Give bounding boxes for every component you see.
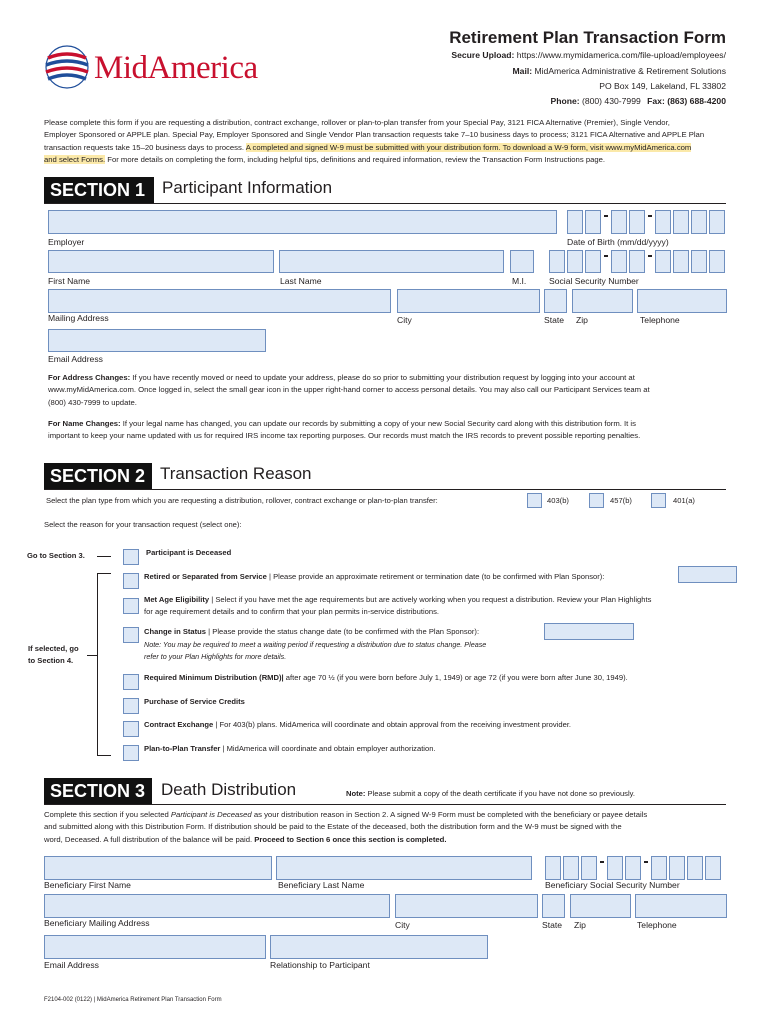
last-name-label: Last Name <box>280 276 322 286</box>
connector-line <box>87 655 97 656</box>
employer-label: Employer <box>48 237 85 247</box>
footer-text: F2104-002 (0122) | MidAmerica Retirement Plan Transaction Form <box>44 997 222 1003</box>
section-3-note: Note: Please submit a copy of the death certificate if you have not done so previously. <box>346 789 636 798</box>
reason-transfer-checkbox[interactable] <box>123 745 139 761</box>
beneficiary-state-field[interactable] <box>542 894 565 918</box>
mail-address: PO Box 149, Lakeland, FL 33802 <box>599 81 726 91</box>
reason-retired-label: Retired or Separated from Service | Please provide an approximate retirement or termination date (to be confirmed with Plan Sponsor): <box>144 572 605 581</box>
first-name-label: First Name <box>48 276 91 286</box>
mail-name: MidAmerica Administrative & Retirement Solutions <box>534 66 726 76</box>
secure-upload-line <box>451 50 726 60</box>
section-2-title: Transaction Reason <box>160 464 312 483</box>
ssn-digit-box[interactable] <box>655 250 671 273</box>
goto-section-3: Go to Section 3. <box>27 551 85 560</box>
beneficiary-first-name-label: Beneficiary First Name <box>44 880 131 890</box>
ssn-digit-box[interactable] <box>709 250 725 273</box>
dob-digit-box[interactable] <box>629 210 645 234</box>
section-3-paragraph: Complete this section if you selected Participant is Deceased as your distribution reason in Section 2. A signed W-9 Form must be completed with the beneficiary or payee details and submitted along with this Distribution Form. If distribution should be paid to the Estate of the deceased, both the distribution form and the W-9 must be signed with the word, Deceased. A full distribution of the balance will be paid. Proceed to Section 6 once this section is completed. <box>44 810 648 844</box>
fax-number: (863) 688-4200 <box>667 96 726 106</box>
reason-status-label: Change in Status | Please provide the status change date (to be confirmed with the Plan Sponsor): <box>144 627 480 636</box>
globe-icon <box>44 44 90 90</box>
beneficiary-ssn-digit-box[interactable] <box>545 856 561 880</box>
phone-line <box>550 96 726 106</box>
name-change-note: For Name Changes: If your legal name has changed, you can update our records by submitting a copy of your new Social Security card along with this distribution form. It is important to keep your name updated with us for required IRS income tax reporting purposes. Our records must match the IRS records to prevent possible reporting penalties. <box>48 419 641 441</box>
dob-digit-box[interactable] <box>611 210 627 234</box>
reason-transfer-label: Plan-to-Plan Transfer | MidAmerica will coordinate and obtain employer authorization. <box>144 744 436 753</box>
plan-403b-label: 403(b) <box>547 496 569 505</box>
beneficiary-address-field[interactable] <box>44 894 390 918</box>
reason-age-checkbox[interactable] <box>123 598 139 614</box>
email-label: Email Address <box>48 354 103 364</box>
ssn-label: Social Security Number <box>549 276 639 286</box>
mi-label: M.I. <box>512 276 527 286</box>
phone-number: (800) 430-7999 <box>581 96 641 106</box>
ssn-digit-box[interactable] <box>549 250 565 273</box>
reason-deceased-checkbox[interactable] <box>123 549 139 565</box>
relationship-label: Relationship to Participant <box>270 960 370 970</box>
reason-purchase-label: Purchase of Service Credits <box>144 697 245 706</box>
beneficiary-telephone-field[interactable] <box>635 894 727 918</box>
beneficiary-last-name-field[interactable] <box>276 856 532 880</box>
address-change-note: For Address Changes: If you have recently moved or need to update your address, please do so prior to submitting your distribution request by logging into your account at www.myMidAmerica.com. Once logged in, select the small gear icon in the upper right-hand corner to access personal details. You may also call our Participant Services team at (800) 430-7999 to update. <box>48 373 650 407</box>
fax-label: Fax: <box>647 96 665 106</box>
beneficiary-state-label: State <box>542 920 563 930</box>
beneficiary-ssn-digit-box[interactable] <box>705 856 721 880</box>
state-label: State <box>544 315 565 325</box>
telephone-label: Telephone <box>640 315 680 325</box>
ssn-digit-box[interactable] <box>611 250 627 273</box>
status-note: Note: You may be required to meet a waiting period if requesting a distribution due to status change. Please refer to your Plan Highlights for more details. <box>144 640 487 662</box>
reason-deceased-label: Participant is Deceased <box>146 548 232 557</box>
plan-401a-label: 401(a) <box>673 496 695 505</box>
dob-digit-box[interactable] <box>709 210 725 234</box>
middle-initial-field[interactable] <box>510 250 534 273</box>
section-3-title: Death Distribution <box>161 780 297 799</box>
beneficiary-address-label: Beneficiary Mailing Address <box>44 918 150 928</box>
divider <box>44 804 726 805</box>
mailing-address-label: Mailing Address <box>48 313 109 323</box>
city-label: City <box>397 315 412 325</box>
reason-exchange-checkbox[interactable] <box>123 721 139 737</box>
phone-label: Phone: <box>550 96 580 106</box>
reason-rmd-label: Required Minimum Distribution (RMD)| after age 70 ½ (if you were born before July 1, 1949) or age 72 (if you were born after June 30, 1949). <box>144 673 628 682</box>
plan-401a-checkbox[interactable] <box>651 493 666 508</box>
segment-separator <box>648 215 652 217</box>
section-2-badge: SECTION 2 <box>44 463 152 489</box>
dob-digit-box[interactable] <box>585 210 601 234</box>
reason-status-checkbox[interactable] <box>123 627 139 643</box>
state-field[interactable] <box>544 289 567 313</box>
upload-url[interactable]: https://www.mymidamerica.com/file-upload/employees/ <box>516 50 726 60</box>
beneficiary-ssn-digit-box[interactable] <box>607 856 623 880</box>
zip-label: Zip <box>576 315 588 325</box>
intro-line: Please complete this form if you are requesting a distribution, contract exchange, rollover or plan-to-plan transfer from your Special Pay, 3121 FICA Alternative (Premier), Single Vendor, <box>44 118 670 127</box>
plan-type-prompt: Select the plan type from which you are requesting a distribution, rollover, contract exchange or plan-to-plan transfer: <box>46 496 438 505</box>
section-1-title: Participant Information <box>162 178 333 197</box>
beneficiary-last-name-label: Beneficiary Last Name <box>278 880 365 890</box>
email-field[interactable] <box>48 329 266 352</box>
telephone-field[interactable] <box>637 289 727 313</box>
beneficiary-ssn-label: Beneficiary Social Security Number <box>545 880 680 890</box>
beneficiary-ssn-digit-box[interactable] <box>563 856 579 880</box>
bracket <box>97 573 111 756</box>
plan-403b-checkbox[interactable] <box>527 493 542 508</box>
w9-highlight: A completed and signed W-9 must be submitted with your distribution form. To download a W-9 form, visit www.myMidAmerica.com <box>245 142 692 152</box>
reason-prompt: Select the reason for your transaction request (select one): <box>44 520 242 529</box>
last-name-field[interactable] <box>279 250 504 273</box>
connector-line <box>97 556 111 557</box>
beneficiary-ssn-digit-box[interactable] <box>669 856 685 880</box>
first-name-field[interactable] <box>48 250 274 273</box>
logo-text: MidAmerica <box>94 50 258 86</box>
dob-digit-box[interactable] <box>673 210 689 234</box>
beneficiary-first-name-field[interactable] <box>44 856 272 880</box>
beneficiary-zip-label: Zip <box>574 920 586 930</box>
segment-separator <box>600 861 604 863</box>
beneficiary-email-field[interactable] <box>44 935 266 959</box>
ssn-digit-box[interactable] <box>691 250 707 273</box>
beneficiary-ssn-digit-box[interactable] <box>687 856 703 880</box>
divider <box>44 203 726 204</box>
beneficiary-ssn-digit-box[interactable] <box>581 856 597 880</box>
segment-separator <box>604 215 608 217</box>
reason-exchange-label: Contract Exchange | For 403(b) plans. MidAmerica will coordinate and obtain approval from the receiving investment provider. <box>144 720 572 729</box>
zip-field[interactable] <box>572 289 633 313</box>
mail-line <box>513 66 727 76</box>
w9-highlight: and select Forms. <box>44 155 106 165</box>
dob-label: Date of Birth (mm/dd/yyyy) <box>567 237 669 247</box>
beneficiary-city-label: City <box>395 920 410 930</box>
ssn-digit-box[interactable] <box>673 250 689 273</box>
employer-field[interactable] <box>48 210 557 234</box>
intro-line: Employer Sponsored or APPLE plan. Special Pay, Employer Sponsored and Single Vendor Plan transaction requests take 7–10 business days to process; 3121 FICA Alternative and APPLE Plan <box>44 130 705 140</box>
plan-457b-checkbox[interactable] <box>589 493 604 508</box>
ssn-digit-box[interactable] <box>585 250 601 273</box>
beneficiary-ssn-digit-box[interactable] <box>651 856 667 880</box>
reason-purchase-checkbox[interactable] <box>123 698 139 714</box>
ssn-digit-box[interactable] <box>567 250 583 273</box>
segment-separator <box>604 255 608 257</box>
ssn-digit-box[interactable] <box>629 250 645 273</box>
company-logo <box>44 44 284 90</box>
section-3-badge: SECTION 3 <box>44 778 152 804</box>
goto-section-4: If selected, go to Section 4. <box>28 644 79 666</box>
divider <box>44 489 726 490</box>
relationship-field[interactable] <box>270 935 488 959</box>
reason-retired-checkbox[interactable] <box>123 573 139 589</box>
mail-label: Mail: <box>512 66 533 76</box>
reason-age-label: Met Age Eligibility | Select if you have met the age requirements but are actively working when you request a distribution. Review your Plan Highlights for age requirement details and to confirm that your plan permits in-service distributions. <box>144 595 652 617</box>
reason-rmd-checkbox[interactable] <box>123 674 139 690</box>
beneficiary-telephone-label: Telephone <box>637 920 677 930</box>
segment-separator <box>644 861 648 863</box>
upload-label: Secure Upload: <box>451 50 515 60</box>
retirement-date-field[interactable] <box>678 566 737 583</box>
intro-paragraph <box>44 117 734 167</box>
status-change-date-field[interactable] <box>544 623 634 640</box>
intro-line: transaction requests take 15–20 business days to process. A completed and signed W-9 must be submitted with your distribution form. To download a W-9 form, visit www.myMidAmerica.com <box>44 142 692 152</box>
beneficiary-ssn-digit-box[interactable] <box>625 856 641 880</box>
mailing-address-field[interactable] <box>48 289 391 313</box>
section-1-badge: SECTION 1 <box>44 177 154 203</box>
page-title: Retirement Plan Transaction Form <box>449 28 726 47</box>
intro-line: and select Forms. For more details on completing the form, including helpful tips, definitions and required information, review the Transaction Form Instructions page. <box>44 155 606 165</box>
beneficiary-city-field[interactable] <box>395 894 538 918</box>
dob-digit-box[interactable] <box>691 210 707 234</box>
segment-separator <box>648 255 652 257</box>
plan-457b-label: 457(b) <box>610 496 632 505</box>
dob-digit-box[interactable] <box>655 210 671 234</box>
dob-digit-box[interactable] <box>567 210 583 234</box>
beneficiary-email-label: Email Address <box>44 960 99 970</box>
city-field[interactable] <box>397 289 540 313</box>
beneficiary-zip-field[interactable] <box>570 894 631 918</box>
